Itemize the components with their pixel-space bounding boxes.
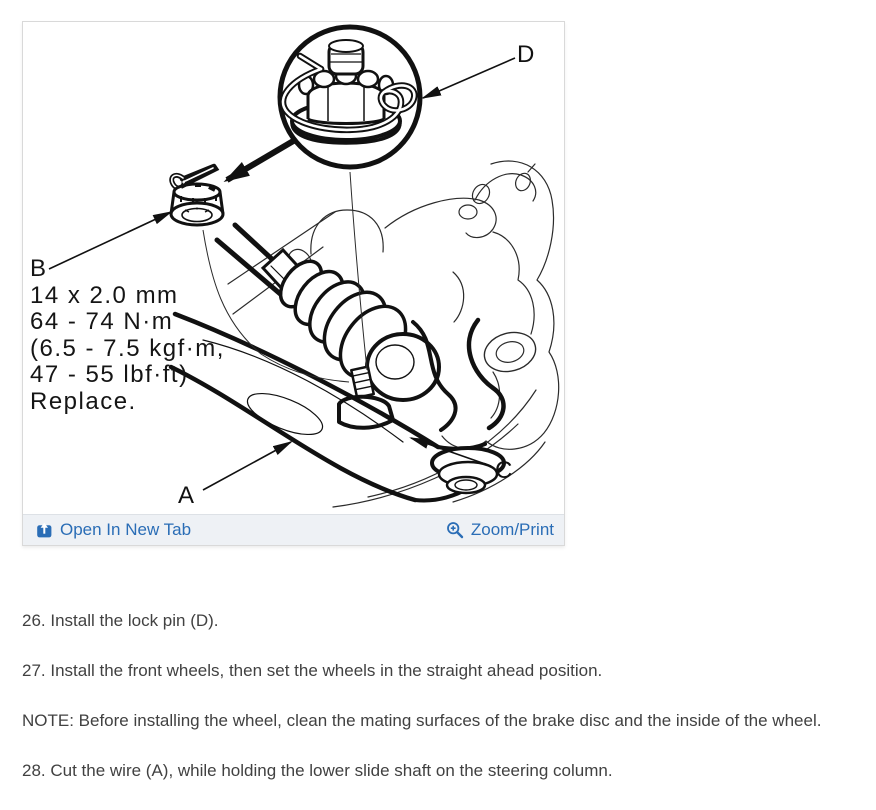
callout-d-arrow <box>423 58 515 98</box>
diagram-toolbar <box>23 514 564 545</box>
torque-spec-block <box>30 256 225 415</box>
spec-line-lbfft: 47 - 55 lbf·ft) <box>30 361 189 388</box>
open-in-new-tab-icon <box>36 522 53 539</box>
spec-line-kgfm: (6.5 - 7.5 kgf·m, <box>30 334 225 362</box>
detail-circle-arrow <box>227 140 295 180</box>
callout-c-label: C <box>495 457 513 484</box>
diagram-card <box>22 21 565 546</box>
magnifier-plus-icon <box>446 521 464 539</box>
diagram-figure <box>23 22 564 514</box>
note-line: NOTE: Before installing the wheel, clean the mating surfaces of the brake disc and the inside of the wheel. <box>22 711 822 730</box>
open-in-new-tab-label: Open In New Tab <box>60 520 192 539</box>
callout-a-label: A <box>178 482 195 509</box>
callout-a-arrow <box>203 442 291 490</box>
zoom-print-link[interactable] <box>446 520 554 540</box>
spec-line-size: 14 x 2.0 mm <box>30 281 179 309</box>
step-27: 27. Install the front wheels, then set the wheels in the straight ahead position. <box>22 661 603 680</box>
callout-d-label: D <box>517 41 535 68</box>
spec-line-nm: 64 - 74 N·m <box>30 308 174 335</box>
instruction-steps <box>22 610 862 810</box>
open-in-new-tab-link[interactable] <box>36 520 191 540</box>
step-26: 26. Install the lock pin (D). <box>22 611 219 630</box>
castle-nut-small <box>171 184 223 225</box>
spec-line-replace: Replace. <box>30 387 137 415</box>
zoom-print-label: Zoom/Print <box>470 520 554 539</box>
step-28: 28. Cut the wire (A), while holding the lower slide shaft on the steering column. <box>22 761 613 780</box>
callout-b-label: B <box>30 255 48 282</box>
